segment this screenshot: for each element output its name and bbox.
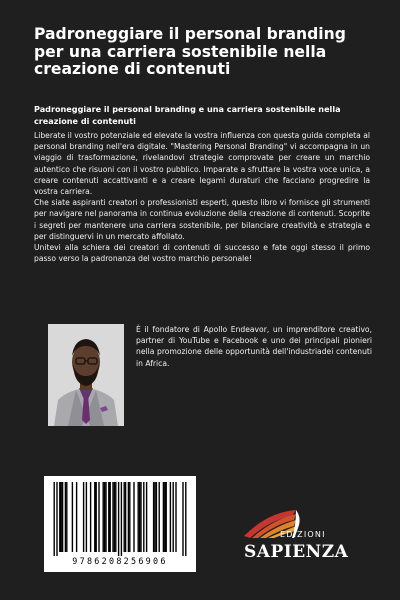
barcode-bar xyxy=(164,482,165,552)
author-portrait-image xyxy=(48,324,124,426)
book-title: Padroneggiare il personal branding per una carriera sostenibile nella creazione di contenuti xyxy=(34,25,346,78)
barcode-bar xyxy=(175,482,176,552)
barcode-bar xyxy=(173,482,174,552)
barcode-bar xyxy=(76,482,77,552)
book-subtitle: Padroneggiare il personal branding e una carriera sostenibile nella creazione di contenuti xyxy=(34,104,341,126)
barcode-bar xyxy=(185,482,186,556)
barcode-bar xyxy=(96,482,97,552)
barcode-bar xyxy=(163,482,164,552)
description-paragraph-1: Liberate il vostro potenziale ed elevate la vostra influenza con questa guida completa al personal branding nell'era digitale. "Mastering Personal Branding" vi accompagna in un viaggio di trasformazione, rivelandovi strategie comprovate per creare un marchio autentico che risuoni con il vostro pubblico. Imparate a sfruttare la vostra voce unica, a creare contenuti accattivanti e a creare legami duraturi che facciano progredire la vostra carriera. xyxy=(34,131,370,197)
barcode-bar xyxy=(140,482,141,552)
barcode-bar xyxy=(143,482,144,552)
barcode-bar xyxy=(108,482,109,552)
barcode-bar xyxy=(121,482,122,556)
book-description xyxy=(34,130,370,264)
barcode-bar xyxy=(110,482,111,552)
author-photo xyxy=(48,324,124,426)
barcode-bar xyxy=(139,482,140,552)
barcode-bar xyxy=(65,482,66,552)
barcode-bar xyxy=(115,482,116,552)
barcode-bar xyxy=(56,482,57,556)
isbn-number: 9786208256906 xyxy=(72,556,168,566)
barcode-bar xyxy=(105,482,106,552)
description-paragraph-2: Che siate aspiranti creatori o professionisti esperti, questo libro vi fornisce gli strumenti per navigare nel panorama in continua evoluzione della creazione di contenuti. Scoprite i segreti per mantenere una carriera sostenibile, per bilanciare creatività e strategia e per distinguervi in un mercato affollato. xyxy=(34,198,370,241)
barcode-bar xyxy=(156,482,157,552)
barcode-bar xyxy=(66,482,67,552)
barcode-bar xyxy=(125,482,126,552)
barcode-bar xyxy=(83,482,84,552)
isbn-barcode xyxy=(44,476,196,572)
barcode-bar xyxy=(118,482,119,556)
barcode-bar xyxy=(112,482,113,552)
barcode-bar xyxy=(104,482,105,552)
barcode-bar xyxy=(128,482,129,552)
barcode-bar xyxy=(98,482,99,552)
barcode-bar xyxy=(103,482,104,552)
barcode-bar xyxy=(59,482,60,552)
barcode-bar xyxy=(61,482,62,552)
publisher-edizioni: EDIZIONI xyxy=(280,530,326,539)
barcode-bar xyxy=(124,482,125,552)
barcode-bar xyxy=(72,482,73,552)
barcode-bar xyxy=(154,482,155,552)
barcode-bar xyxy=(54,482,55,556)
barcode-bar xyxy=(138,482,139,552)
barcode-bar xyxy=(90,482,91,552)
description-paragraph-3: Unitevi alla schiera dei creatori di contenuti di successo e fate oggi stesso il primo passo verso la padronanza del vostro marchio personale! xyxy=(34,243,370,264)
barcode-bar xyxy=(94,482,95,552)
barcode-bar xyxy=(129,482,130,552)
barcode-bar xyxy=(159,482,160,552)
barcode-bar xyxy=(133,482,134,552)
barcode-bar xyxy=(153,482,154,552)
publisher-logo xyxy=(238,506,368,576)
barcode-bar xyxy=(146,482,147,552)
barcode-bar xyxy=(62,482,63,552)
barcode-bar xyxy=(166,482,167,552)
barcode-bar xyxy=(86,482,87,552)
barcode-bar xyxy=(182,482,183,556)
barcode-bar xyxy=(114,482,115,552)
barcode-bars xyxy=(44,476,196,556)
quill-fan-icon xyxy=(238,506,368,546)
author-bio: È il fondatore di Apollo Endeavor, un imprenditore creativo, partner di YouTube e Facebook e uno dei principali pionieri nella promozione delle opportunità dell'industriadei contenuti in Africa. xyxy=(136,325,372,368)
publisher-name: SAPIENZA xyxy=(244,542,349,562)
barcode-bar xyxy=(170,482,171,552)
